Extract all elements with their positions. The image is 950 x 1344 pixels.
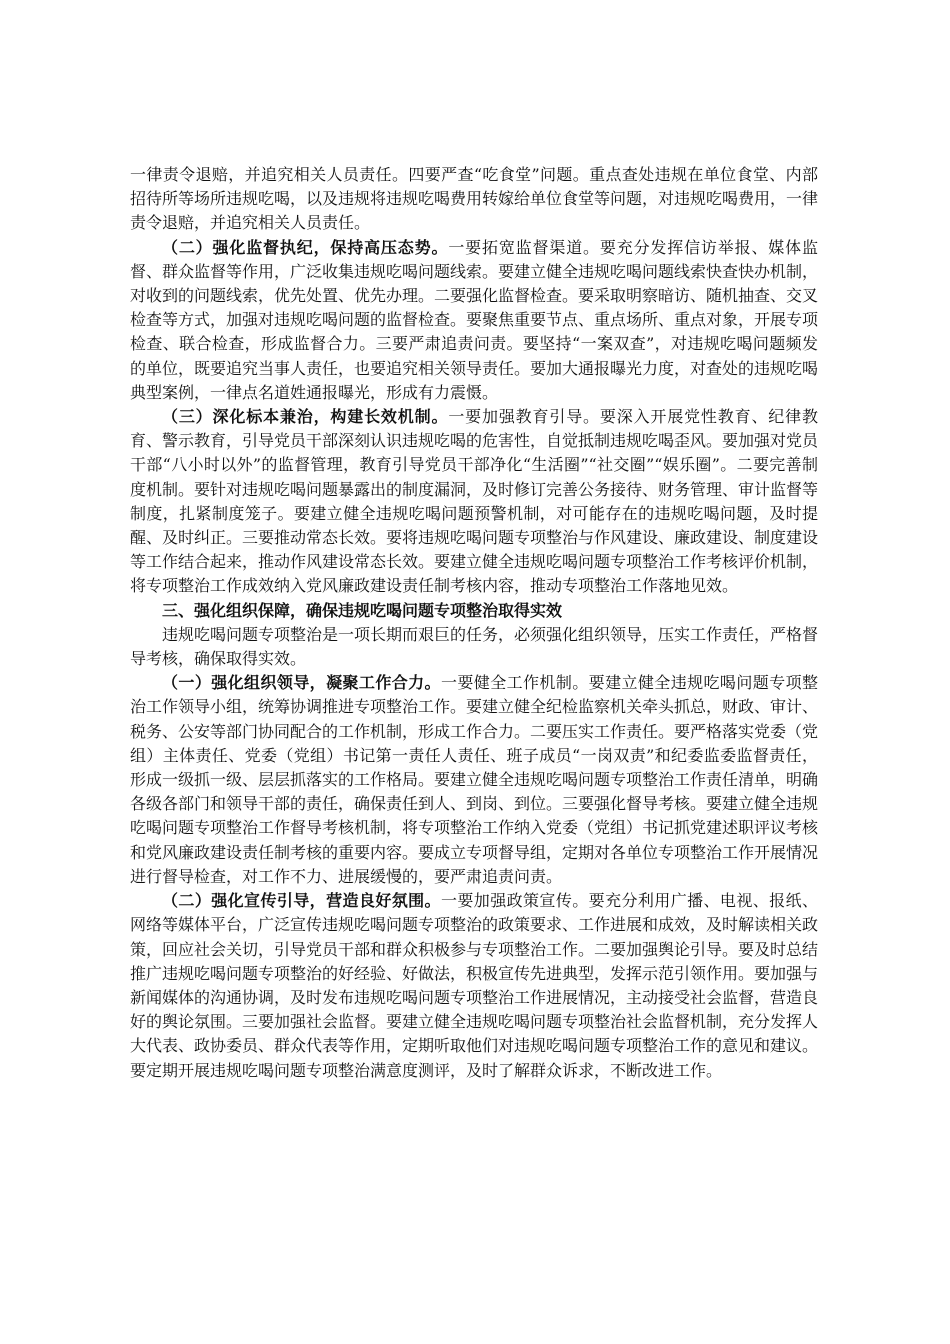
- paragraph-text: 一要加强教育引导。要深入开展党性教育、纪律教育、警示教育，引导党员干部深刻认识违规吃喝的危害性，自觉抵制违规吃喝歪风。要加强对党员干部“八小时以外”的监督管理，教育引导党员干部净化“生活圈”“社交圈”“娱乐圈”。二要完善制度机制。要针对违规吃喝问题暴露出的制度漏洞，及时修订完善公务接待、财务管理、审计监督等制度，扎紧制度笼子。要建立健全违规吃喝问题预警机制，对可能存在的违规吃喝问题，及时提醒、及时纠正。三要推动常态长效。要将违规吃喝问题专项整治与作风建设、廉政建设、制度建设等工作结合起来，推动作风建设常态长效。要建立健全违规吃喝问题专项整治工作考核评价机制，将专项整治工作成效纳入党风廉政建设责任制考核内容，推动专项整治工作落地见效。: [130, 407, 819, 596]
- document-body: [130, 163, 818, 1083]
- paragraph-text: 一律责令退赔，并追究相关人员责任。四要严查“吃食堂”问题。重点查处违规在单位食堂、内部招待所等场所违规吃喝，以及违规将违规吃喝费用转嫁给单位食堂等问题，对违规吃喝费用，一律责令退赔，并追究相关人员责任。: [130, 165, 819, 233]
- subsection-paragraph: [130, 236, 818, 405]
- paragraph-text: 一要加强政策宣传。要充分利用广播、电视、报纸、网络等媒体平台，广泛宣传违规吃喝问题专项整治的政策要求、工作进展和成效，及时解读相关政策，回应社会关切，引导党员干部和群众积极参与专项整治工作。二要加强舆论引导。要及时总结推广违规吃喝问题专项整治的好经验、好做法，积极宣传先进典型，发挥示范引领作用。要加强与新闻媒体的沟通协调，及时发布违规吃喝问题专项整治工作进展情况，主动接受社会监督，营造良好的舆论氛围。三要加强社会监督。要建立健全违规吃喝问题专项整治社会监督机制，充分发挥人大代表、政协委员、群众代表等作用，定期听取他们对违规吃喝问题专项整治工作的意见和建议。要定期开展违规吃喝问题专项整治满意度测评，及时了解群众诉求，不断改进工作。: [130, 891, 819, 1080]
- subsection-paragraph: [130, 889, 818, 1083]
- paragraph-text: 一要健全工作机制。要建立健全违规吃喝问题专项整治工作领导小组，统筹协调推进专项整治工作。要建立健全纪检监察机关牵头抓总，财政、审计、税务、公安等部门协同配合的工作机制，形成工作合力。二要压实工作责任。要严格落实党委（党组）主体责任、党委（党组）书记第一责任人责任、班子成员“一岗双责”和纪委监委监督责任，形成一级抓一级、层层抓落实的工作格局。要建立健全违规吃喝问题专项整治工作责任清单，明确各级各部门和领导干部的责任，确保责任到人、到岗、到位。三要强化督导考核。要建立健全违规吃喝问题专项整治工作督导考核机制，将专项整治工作纳入党委（党组）书记抓党建述职评议考核和党风廉政建设责任制考核的重要内容。要成立专项督导组，定期对各单位专项整治工作开展情况进行督导检查，对工作不力、进展缓慢的，要严肃追责问责。: [130, 673, 819, 886]
- body-paragraph: [130, 163, 818, 236]
- section-heading: 三、强化组织保障，确保违规吃喝问题专项整治取得实效: [162, 600, 563, 620]
- subsection-heading: （二）强化监督执纪，保持高压态势。: [162, 237, 449, 257]
- subsection-heading: （三）深化标本兼治，构建长效机制。: [162, 407, 449, 427]
- body-paragraph: [130, 623, 818, 671]
- subsection-heading: （一）强化组织领导，凝聚工作合力。: [162, 673, 441, 693]
- subsection-heading: （二）强化宣传引导，营造良好氛围。: [162, 891, 441, 911]
- subsection-paragraph: [130, 671, 818, 889]
- subsection-paragraph: [130, 405, 818, 599]
- paragraph-text: 一要拓宽监督渠道。要充分发挥信访举报、媒体监督、群众监督等作用，广泛收集违规吃喝问题线索。要建立健全违规吃喝问题线索快查快办机制，对收到的问题线索，优先处置、优先办理。二要强化监督检查。要采取明察暗访、随机抽查、交叉检查等方式，加强对违规吃喝问题的监督检查。要聚焦重要节点、重点场所、重点对象，开展专项检查、联合检查，形成监督合力。三要严肃追责问责。要坚持“一案双查”，对违规吃喝问题频发的单位，既要追究当事人责任，也要追究相关领导责任。要加大通报曝光力度，对查处的违规吃喝典型案例，一律点名道姓通报曝光，形成有力震慑。: [130, 237, 819, 402]
- paragraph-text: 违规吃喝问题专项整治是一项长期而艰巨的任务，必须强化组织领导，压实工作责任，严格督导考核，确保取得实效。: [130, 624, 819, 669]
